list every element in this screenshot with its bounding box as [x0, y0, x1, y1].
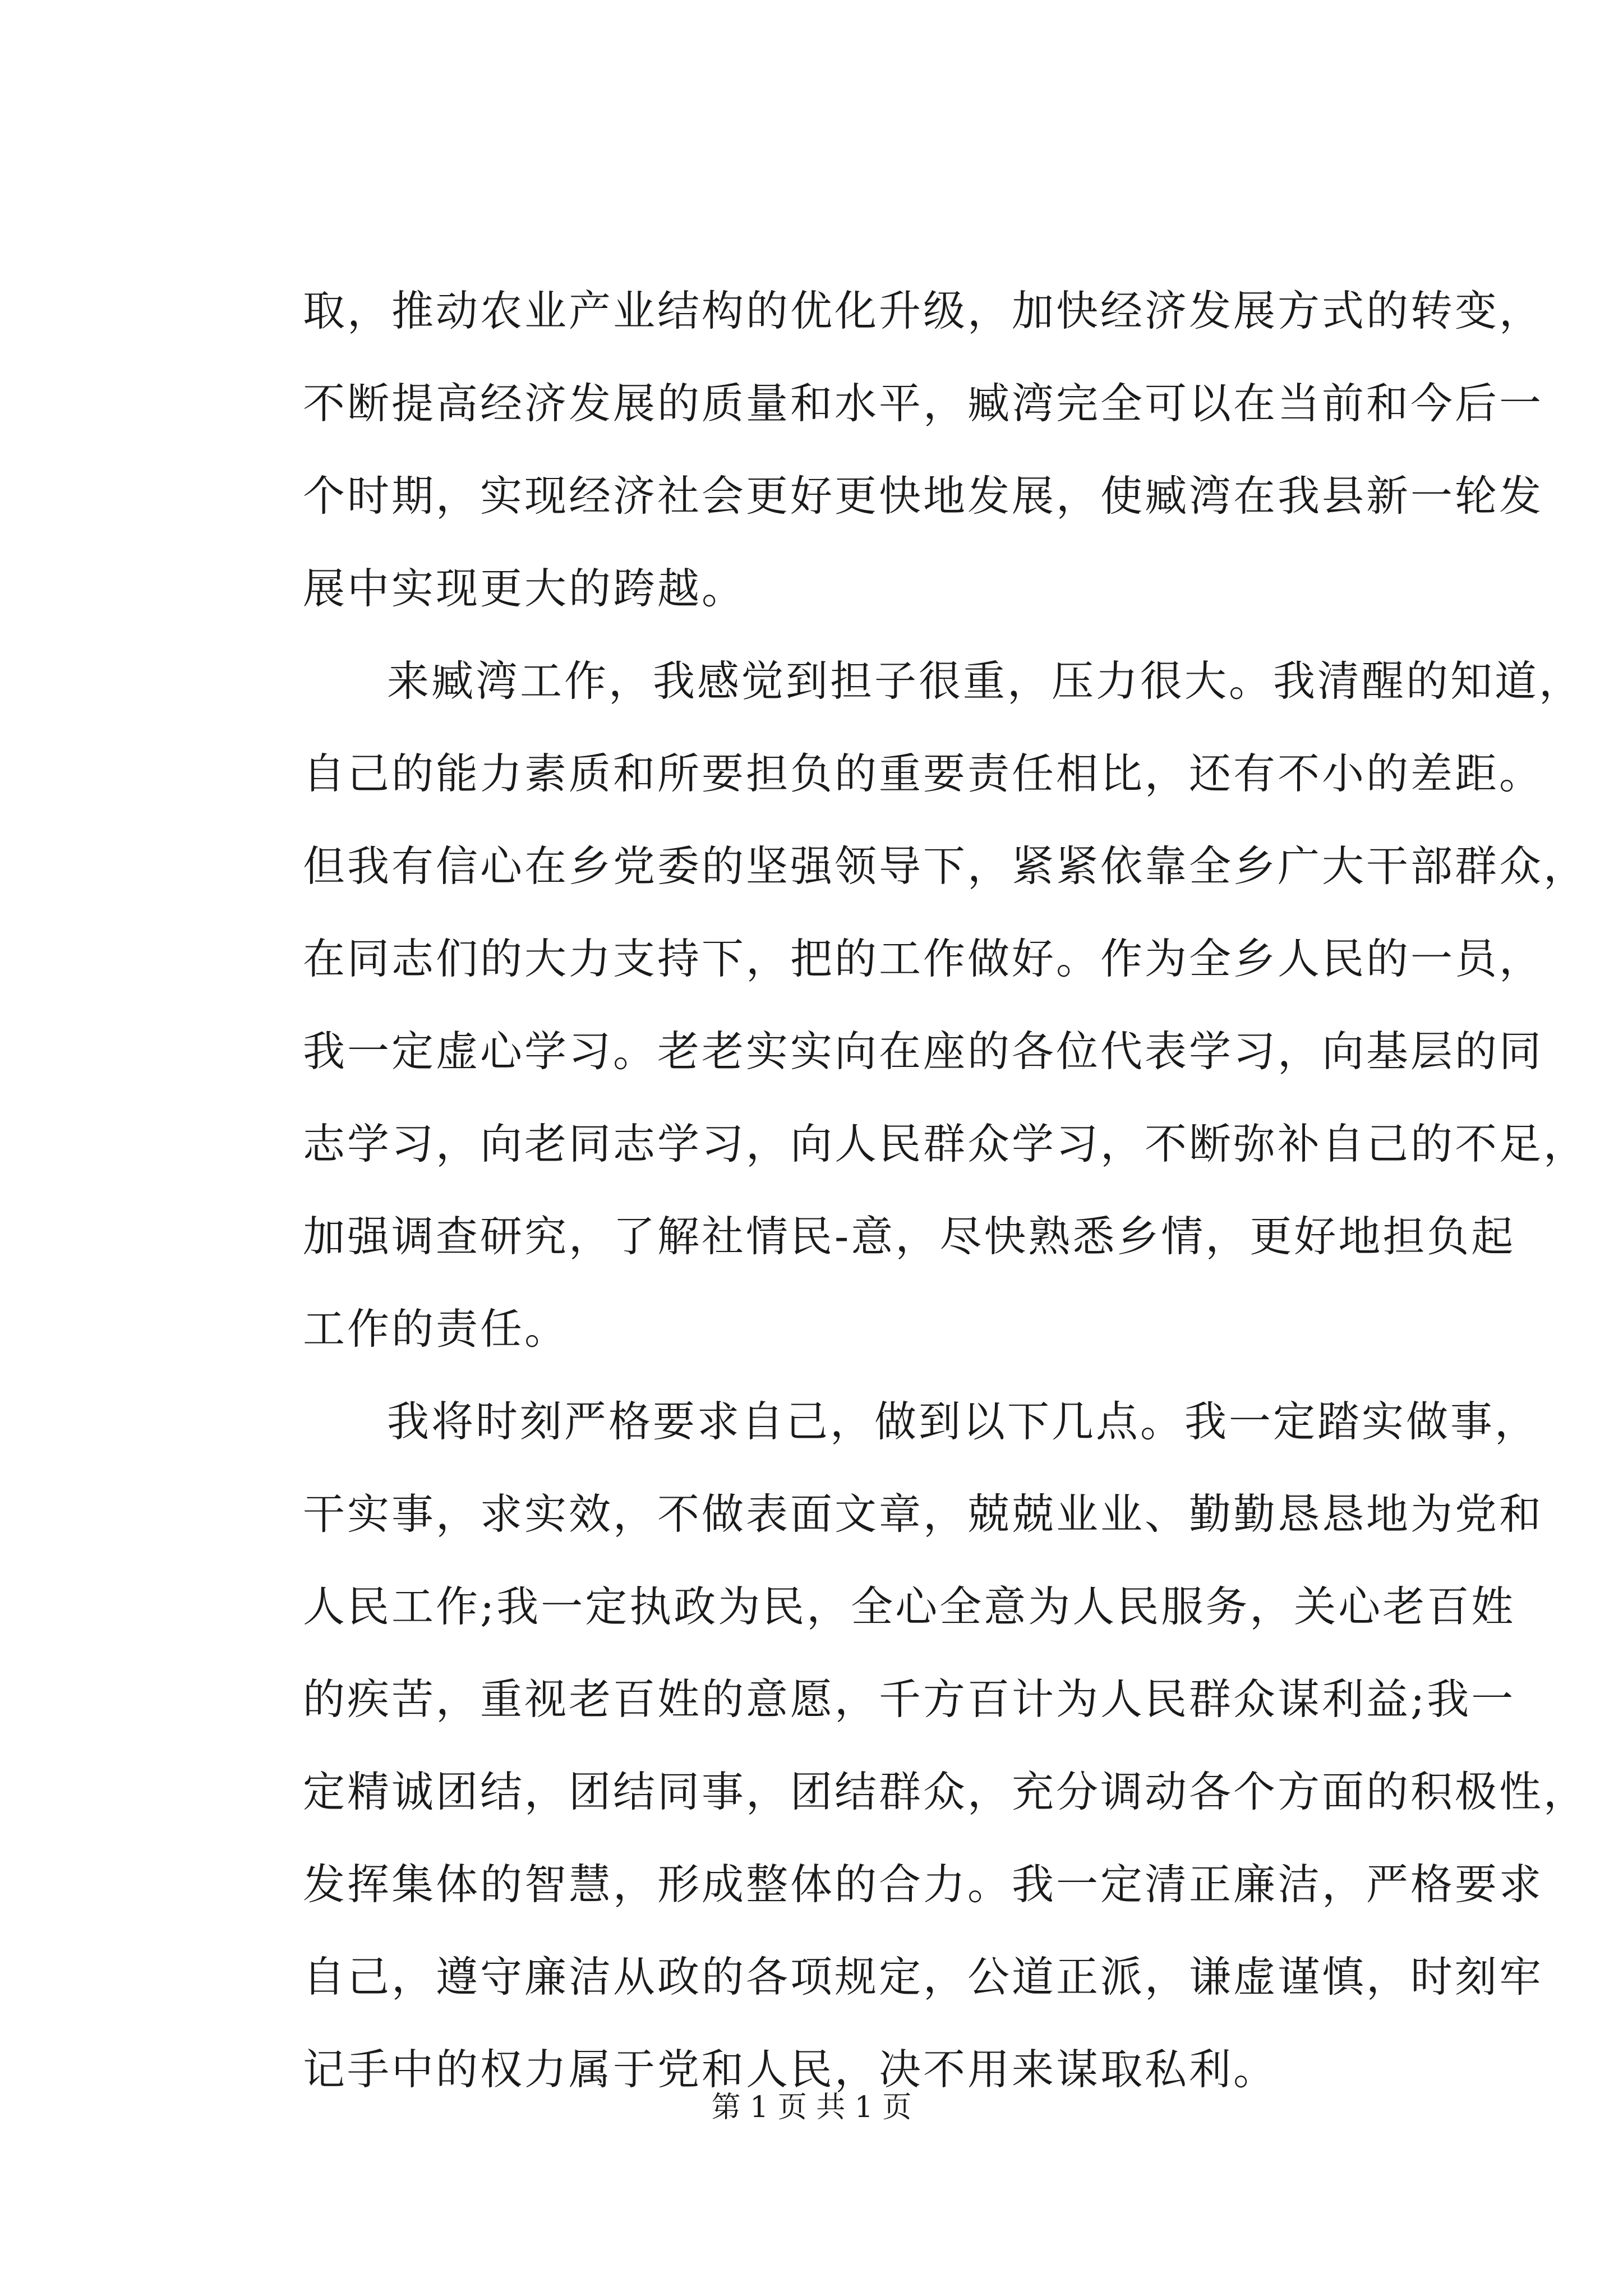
- paragraph-2-line: 来臧湾工作，我感觉到担子很重，压力很大。我清醒的知道，: [387, 656, 1584, 706]
- paragraph-3-line: 的疾苦，重视老百姓的意愿，千方百计为人民群众谋利益;我一: [303, 1674, 1516, 1724]
- paragraph-1-line: 取，推动农业产业结构的优化升级，加快经济发展方式的转变，: [303, 286, 1544, 335]
- paragraph-2-line: 加强调查研究，了解社情民-意，尽快熟悉乡情，更好地担负起: [303, 1212, 1516, 1261]
- paragraph-1-line: 不断提高经济发展的质量和水平，臧湾完全可以在当前和今后一: [303, 379, 1544, 428]
- paragraph-2-line: 志学习，向老同志学习，向人民群众学习，不断弥补自己的不足，: [303, 1119, 1588, 1168]
- page-footer: 第 1 页 共 1 页: [711, 2091, 912, 2124]
- paragraph-3-line: 记手中的权力属于党和人民，决不用来谋取私利。: [303, 2045, 1278, 2094]
- paragraph-3-line: 发挥集体的智慧，形成整体的合力。我一定清正廉洁，严格要求: [303, 1860, 1544, 1909]
- paragraph-1-line: 个时期，实现经济社会更好更快地发展，使臧湾在我县新一轮发: [303, 471, 1544, 521]
- paragraph-1-line: 展中实现更大的跨越。: [303, 564, 746, 613]
- paragraph-3-line: 人民工作;我一定执政为民，全心全意为人民服务，关心老百姓: [303, 1582, 1516, 1631]
- paragraph-3-line: 自己，遵守廉洁从政的各项规定，公道正派，谦虚谨慎，时刻牢: [303, 1952, 1544, 2001]
- paragraph-2-line: 工作的责任。: [303, 1304, 569, 1354]
- document-body: [303, 265, 1588, 2116]
- paragraph-2-line: 但我有信心在乡党委的坚强领导下，紧紧依靠全乡广大干部群众，: [303, 841, 1588, 891]
- paragraph-3-line: 干实事，求实效，不做表面文章，兢兢业业、勤勤恳恳地为党和: [303, 1489, 1544, 1539]
- paragraph-2-line: 在同志们的大力支持下，把的工作做好。作为全乡人民的一员，: [303, 934, 1544, 983]
- paragraph-2-line: 自己的能力素质和所要担负的重要责任相比，还有不小的差距。: [303, 749, 1544, 798]
- paragraph-2-line: 我一定虚心学习。老老实实向在座的各位代表学习，向基层的同: [303, 1027, 1544, 1076]
- paragraph-3-line: 定精诚团结，团结同事，团结群众，充分调动各个方面的积极性，: [303, 1767, 1588, 1816]
- paragraph-3-line: 我将时刻严格要求自己，做到以下几点。我一定踏实做事，: [387, 1397, 1539, 1446]
